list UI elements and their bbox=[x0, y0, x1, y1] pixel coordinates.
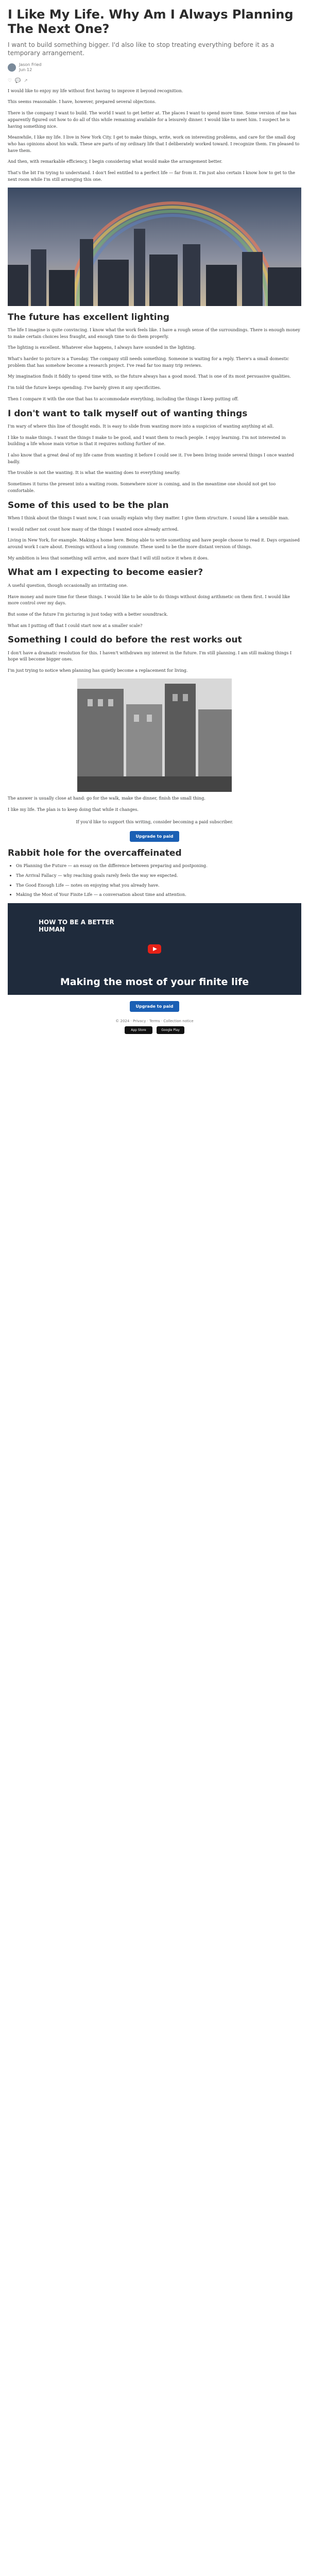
paragraph: I would rather not count how many of the things I wanted once already arrived. bbox=[8, 526, 179, 532]
section-heading: Something I could do before the rest works out bbox=[8, 635, 242, 646]
post-title: I Like My Life. Why Am I Always Planning The Next One? bbox=[8, 7, 294, 37]
paragraph: I like my life. The plan is to keep doing that while it changes. bbox=[8, 806, 139, 812]
paragraph: Sometimes it turns the present into a waiting room. Somewhere nicer is coming, and in the meantime one should not get too comfortable. bbox=[8, 481, 276, 493]
paragraph: That's the bit I'm trying to understand. I don't feel entitled to a perfect life — far from it. I'm just also certain I know how to get to the next room while I'm still arranging this one. bbox=[8, 170, 295, 182]
app-badges bbox=[8, 1026, 301, 1034]
paragraph: Meanwhile, I like my life. I live in New York City. I get to make things, write, work on interesting problems, and care for the small dog who has opinions about his walk. These are parts of my ordinary life that I deliberately worked toward. I recognize them. I'm pleased to have them. bbox=[8, 134, 300, 153]
list-item[interactable]: • The Arrival Fallacy — why reaching goals rarely feels the way we expected. bbox=[16, 872, 301, 879]
list-item[interactable]: • On Planning the Future — an essay on the difference between preparing and postponing. bbox=[16, 862, 301, 869]
video-title: Making the most of your finite life bbox=[60, 976, 249, 988]
share-icon[interactable]: ↗ bbox=[24, 78, 28, 83]
rabbit-hole-list bbox=[8, 862, 301, 898]
section-heading: What am I expecting to become easier? bbox=[8, 567, 203, 578]
like-icon[interactable]: ♡ bbox=[8, 78, 12, 83]
section-heading: Some of this used to be the plan bbox=[8, 500, 169, 511]
paragraph: The life I imagine is quite convincing. I know what the work feels like. I have a rough sense of the surroundings. There is enough money to make certain choices less fraught, and enough time to do them properly. bbox=[8, 327, 300, 339]
section-wanting-things bbox=[8, 409, 301, 494]
paragraph: Then I compare it with the one that has to accommodate everything, including the things I keep putting off. bbox=[8, 396, 239, 401]
paragraph: I don't have a dramatic resolution for this. I haven't withdrawn my interest in the future. I'm still planning. I am still making things I hope will become bigger ones. bbox=[8, 650, 292, 662]
paragraph: The trouble is not the wanting. It is what the wanting does to everything nearby. bbox=[8, 470, 181, 476]
subscribe-box bbox=[8, 819, 301, 842]
footer-text: © 2024 · Privacy · Terms · Collection notice bbox=[115, 1019, 194, 1024]
paragraph: And then, with remarkable efficiency, I begin considering what would make the arrangement better. bbox=[8, 159, 222, 164]
paragraph: I'm wary of where this line of thought ends. It is easy to slide from wanting more into a suspicion of wanting anything at all. bbox=[8, 423, 274, 429]
comment-icon[interactable]: 💬 bbox=[15, 78, 21, 83]
list-item[interactable]: • Making the Most of Your Finite Life — a conversation about time and attention. bbox=[16, 891, 301, 898]
byline-meta bbox=[19, 62, 41, 73]
author-name[interactable]: Jason Fried bbox=[19, 62, 42, 67]
list-item[interactable]: • The Good Enough Life — notes on enjoying what you already have. bbox=[16, 882, 301, 889]
author-avatar[interactable] bbox=[8, 63, 16, 72]
section-heading: The future has excellent lighting bbox=[8, 312, 169, 323]
paragraph: I'm just trying to notice when planning has quietly become a replacement for living. bbox=[8, 668, 188, 673]
paragraph: Have money and more time for these things. I would like to be able to do things without doing arithmetic on them first. I would like more control over my days. bbox=[8, 594, 290, 606]
paragraph: What am I putting off that I could start now at a smaller scale? bbox=[8, 622, 143, 628]
paragraph: The lighting is excellent. Whatever else happens, I always have sounded in the lighting. bbox=[8, 345, 196, 350]
street-illustration bbox=[77, 679, 232, 792]
footer bbox=[8, 1019, 301, 1034]
rabbit-hole-heading: Rabbit hole for the overcaffeinated bbox=[8, 848, 182, 858]
paragraph: I'm told the future keeps spending. I've barely given it any specificities. bbox=[8, 385, 161, 391]
street-scene-image[interactable] bbox=[77, 679, 232, 792]
play-icon[interactable] bbox=[148, 944, 161, 954]
paragraph: I would like to enjoy my life without first having to improve it beyond recognition. bbox=[8, 88, 183, 93]
app-store-badge[interactable]: App Store bbox=[125, 1026, 152, 1034]
share-row bbox=[8, 78, 301, 83]
section-before-rest-works-out bbox=[8, 635, 301, 674]
city-rainbow-illustration bbox=[8, 188, 301, 306]
paragraph: I also know that a great deal of my life came from wanting it before I could see it. I've been living inside several things I once wanted badly. bbox=[8, 452, 294, 464]
paragraph: I like to make things. I want the things I make to be good, and I want them to reach people. I enjoy learning. I'm not interested in building a life whose main virtue is that it requires nothing further of me. bbox=[8, 434, 286, 447]
video-left-text: HOW TO BE A BETTER HUMAN bbox=[39, 919, 114, 934]
city-rainbow-image[interactable] bbox=[8, 188, 301, 306]
article bbox=[0, 0, 309, 1049]
paragraph: When I think about the things I want now, I can usually explain why they matter. I give them structure. I sound like a sensible man. bbox=[8, 515, 289, 520]
section-expecting-easier bbox=[8, 567, 301, 629]
paragraph: The answer is usually close at hand: go for the walk, make the dinner, finish the small thing. bbox=[8, 795, 205, 801]
byline bbox=[8, 62, 301, 73]
subscribe-text: If you'd like to support this writing, consider becoming a paid subscriber. bbox=[76, 819, 233, 825]
paragraph: This seems reasonable. I have, however, prepared several objections. bbox=[8, 99, 157, 105]
bottom-cta bbox=[8, 1000, 301, 1012]
post-subtitle: I want to build something bigger. I'd also like to stop treating everything before it as a temporary arrangement. bbox=[8, 41, 274, 57]
paragraph: My ambition is less that something will arrive, and more that I will still notice it when it does. bbox=[8, 555, 209, 561]
section-future-lighting bbox=[8, 312, 301, 402]
post-date: Jun 12 bbox=[19, 67, 32, 73]
embedded-video[interactable] bbox=[8, 903, 301, 995]
paragraph: Living in New York, for example. Making a home here. Being able to write something and have people choose to read it. Days organised around work I care about. Evenings without a long commute. These used to be the more distant version of things. bbox=[8, 537, 300, 550]
section-closing bbox=[8, 795, 301, 812]
paragraph: My imagination finds it fiddly to spend time with, so the future always has a good mood. That is one of its most persuasive qualities. bbox=[8, 374, 291, 379]
paragraph: A useful question, though occasionally an irritating one. bbox=[8, 582, 128, 588]
paragraph: There is the company I want to build. The world I want to get better at. The places I want to spend more time. Some version of me has apparently figured out how to do all of this while remaining available for a leisurely dinner. I would like to meet him. I suspect he is having something nice. bbox=[8, 110, 297, 129]
upgrade-to-paid-button[interactable]: Upgrade to paid bbox=[130, 831, 180, 842]
section-heading: I don't want to talk myself out of wanting things bbox=[8, 408, 248, 419]
paragraph: But some of the future I'm picturing is just today with a better soundtrack. bbox=[8, 611, 168, 617]
section-used-to-be-plan bbox=[8, 500, 301, 562]
upgrade-to-paid-button-bottom[interactable]: Upgrade to paid bbox=[130, 1001, 180, 1012]
paragraph: What's harder to picture is a Tuesday. The company still needs something. Someone is waiting for a reply. There's a small domestic problem that has somehow become a research project. I've read far too many trip reviews. bbox=[8, 356, 289, 368]
google-play-badge[interactable]: Google Play bbox=[157, 1026, 184, 1034]
section-intro bbox=[8, 88, 301, 183]
